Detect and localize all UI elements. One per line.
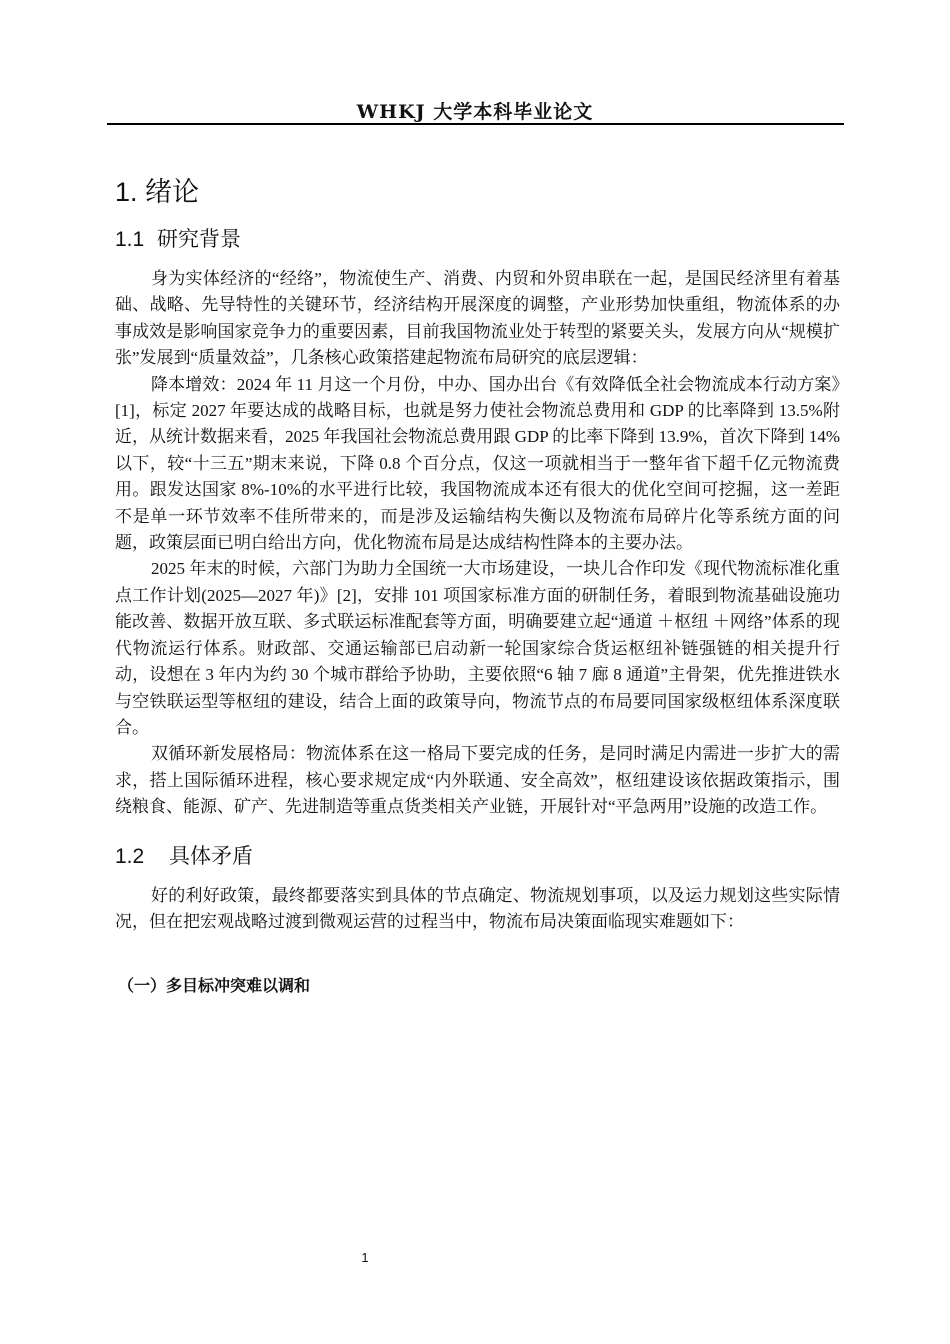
- section-number: 1.2: [115, 844, 145, 868]
- page-content: [115, 170, 840, 996]
- header-rule: [107, 123, 844, 125]
- paragraph: 身为实体经济的“经络”，物流使生产、消费、内贸和外贸串联在一起，是国民经济里有着基础、战略、先导特性的关键环节，经济结构开展深度的调整，产业形势加快重组，物流体系的办事成效是影响国家竞争力的重要因素，目前我国物流业处于转型的紧要关头，发展方向从“规模扩张”发展到“质量效益”，几条核心政策搭建起物流布局研究的底层逻辑：: [115, 269, 840, 368]
- paragraph: 降本增效：2024 年 11 月这一个月份，中办、国办出台《有效降低全社会物流成本行动方案》[1]，标定 2027 年要达成的战略目标，也就是努力使社会物流总费用和 GDP 的比率降到 13.5%附近，从统计数据来看，2025 年我国社会物流总费用跟 GDP 的比率下降到 13.9%，首次下降到 14%以下，较“十三五”期末来说，下降 0.8 个百分点，仅这一项就相当于一整年省下超千亿元物流费用。跟发达国家 8%-10%的水平进行比较，我国物流成本还有很大的优化空间可挖掘，这一差距不是单一环节效率不佳所带来的，而是涉及运输结构失衡以及物流布局碎片化等系统方面的问题，政策层面已明白给出方向，优化物流布局是达成结构性降本的主要办法。: [115, 374, 840, 553]
- chapter-title: 1. 绪论: [115, 177, 200, 207]
- section-heading-1-1: [115, 222, 840, 258]
- page-number: 1: [361, 1250, 369, 1265]
- subsection-title: （一）多目标冲突难以调和: [118, 978, 311, 996]
- section-title: 研究背景: [157, 228, 241, 251]
- section-heading-1-2: [115, 839, 840, 875]
- section-title: 具体矛盾: [169, 844, 253, 868]
- paragraph: 双循环新发展格局：物流体系在这一格局下要完成的任务，是同时满足内需进一步扩大的需求，搭上国际循环进程，核心要求规定成“内外联通、安全高效”，枢纽建设该依据政策指示，围绕粮食、能源、矿产、先进制造等重点货类相关产业链，开展针对“平急两用”设施的改造工作。: [115, 744, 840, 817]
- running-header: WHKJ 大学本科毕业论文: [356, 101, 594, 123]
- section-number: 1.1: [115, 228, 145, 251]
- paragraph: 2025 年末的时候，六部门为助力全国统一大市场建设，一块儿合作印发《现代物流标准化重点工作计划(2025—2027 年)》[2]，安排 101 项国家标准方面的研制任务，着眼到物流基础设施功能改善、数据开放互联、多式联运标准配套等方面，明确要建立起“通道 ＋枢纽 ＋网络”体系的现代物流运行体系。财政部、交通运输部已启动新一轮国家综合货运枢纽补链强链的相关提升行动，设想在 3 年内为约 30 个城市群给予协助，主要依照“6 轴 7 廊 8 通道”主骨架，优先推进铁水与空铁联运型等枢纽的建设，结合上面的政策导向，物流节点的布局要同国家级枢纽体系深度联合。: [115, 559, 840, 737]
- paragraph: 好的利好政策，最终都要落实到具体的节点确定、物流规划事项，以及运力规划这些实际情况，但在把宏观战略过渡到微观运营的过程当中，物流布局决策面临现实难题如下：: [115, 885, 840, 931]
